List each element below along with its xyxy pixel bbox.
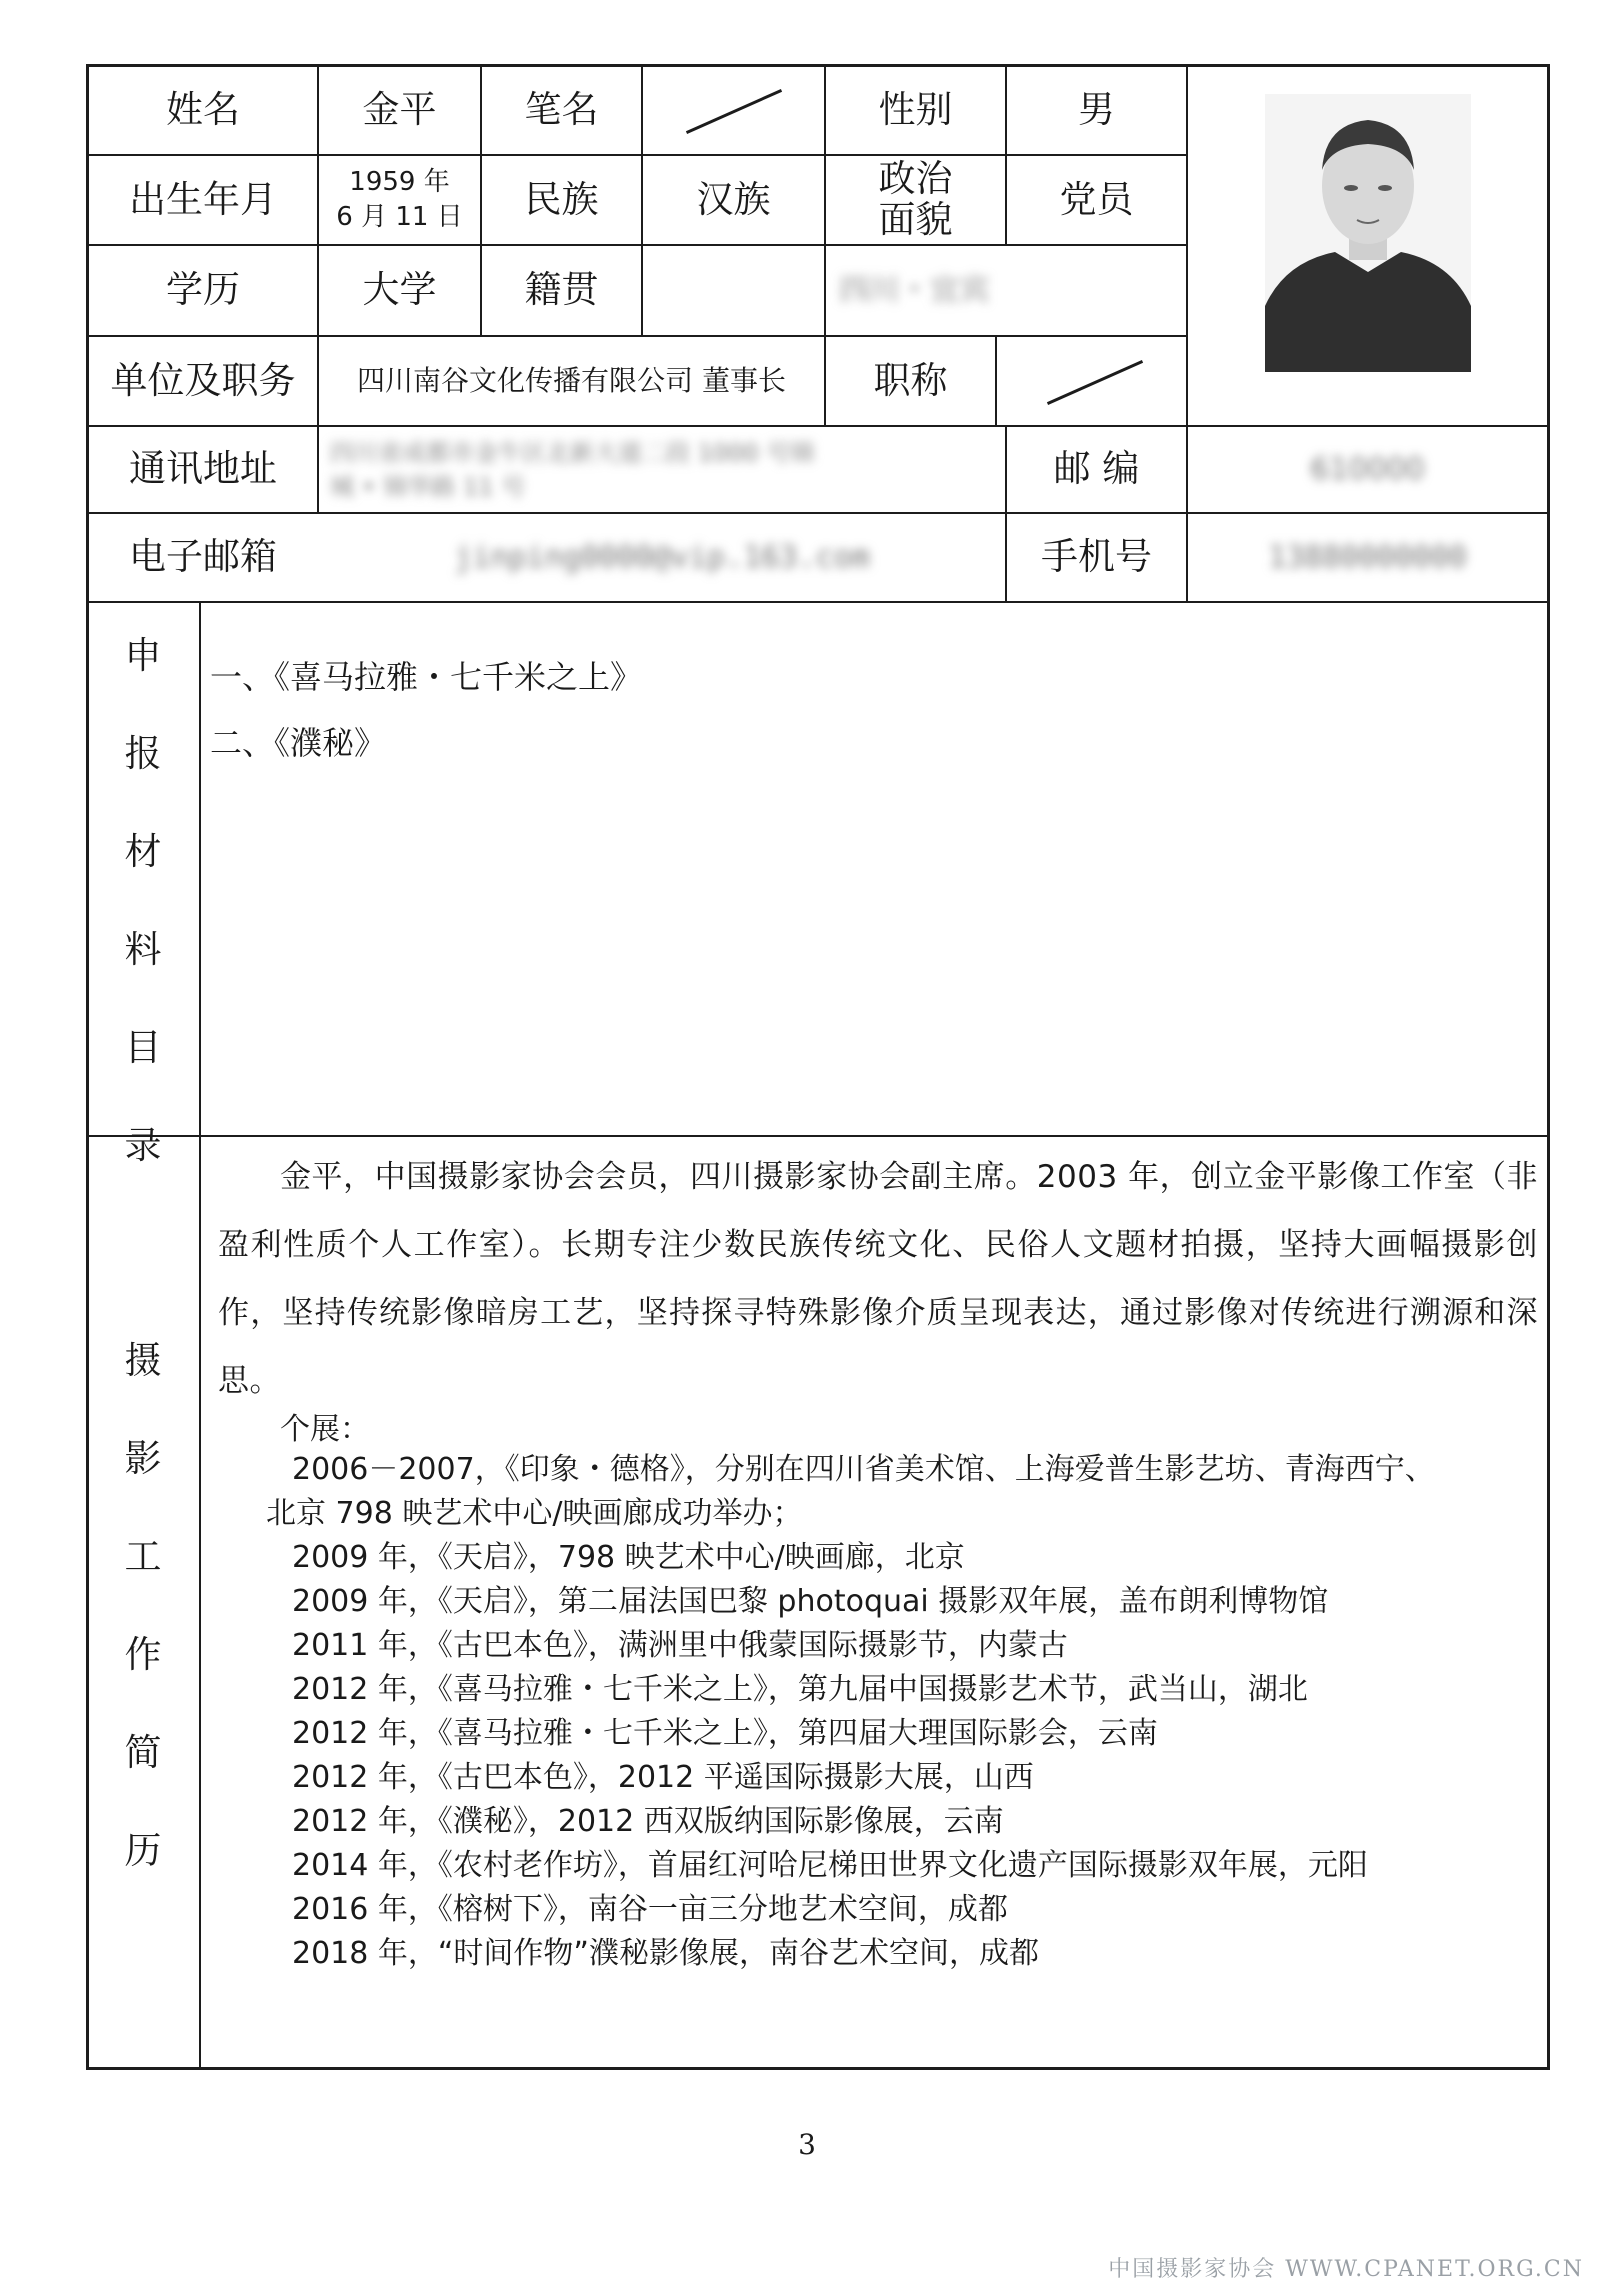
col-line-j xyxy=(199,601,201,2069)
gender-value: 男 xyxy=(1078,88,1115,132)
exhibition-item: 2012 年，《喜马拉雅・七千米之上》，第四届大理国际影会，云南 xyxy=(292,1716,1158,1751)
organization-value: 四川南谷文化传播有限公司 董事长 xyxy=(357,364,786,398)
exhibition-item-continued: 北京 798 映艺术中心/映画廊成功举办； xyxy=(266,1496,803,1531)
birth-value xyxy=(319,156,480,244)
watermark-text: 中国摄影家协会 WWW.CPANET.ORG.CN xyxy=(1108,2257,1584,2282)
gender-label: 性别 xyxy=(878,88,953,132)
birth-label: 出生年月 xyxy=(129,177,277,221)
row-line-6 xyxy=(86,601,1550,603)
exhibition-item: 2009 年，《天启》，798 映艺术中心/映画廊，北京 xyxy=(292,1540,965,1575)
email-value-blurred: jinping0000@vip.163.com xyxy=(454,539,870,575)
materials-label-char: 料 xyxy=(124,928,162,971)
pen-name-label: 笔名 xyxy=(524,88,599,132)
portrait-image xyxy=(1265,94,1471,372)
native-place-label: 籍贯 xyxy=(524,268,599,312)
address-label: 通讯地址 xyxy=(129,447,277,491)
col-line-f xyxy=(1186,64,1188,426)
address-value-blurred xyxy=(330,436,990,506)
bio-label-char: 作 xyxy=(124,1633,162,1676)
education-value: 大学 xyxy=(362,268,437,312)
border-bottom xyxy=(86,2067,1550,2070)
row-line-7 xyxy=(86,1135,1550,1137)
materials-label-char: 目 xyxy=(124,1026,162,1069)
title-empty-slash xyxy=(1047,360,1143,405)
exhibitions-list xyxy=(266,1448,1552,1976)
birth-year: 1959 年 xyxy=(349,166,450,197)
political-label xyxy=(826,156,1005,244)
name-label: 姓名 xyxy=(166,88,240,132)
exhibition-item: 2012 年，《古巴本色》，2012 平遥国际摄影大展，山西 xyxy=(292,1760,1034,1795)
address-line-2: 城 • 锦华路 11 号 xyxy=(330,473,526,501)
exhibition-item: 2012 年，《濮秘》，2012 西双版纳国际影像展，云南 xyxy=(292,1804,1004,1839)
email-label: 电子邮箱 xyxy=(129,535,277,579)
page-number: 3 xyxy=(798,2128,816,2161)
exhibition-item: 2016 年，《榕树下》，南谷一亩三分地艺术空间，成都 xyxy=(292,1892,1008,1927)
birth-date: 6 月 11 日 xyxy=(336,202,463,232)
materials-label-char: 申 xyxy=(124,634,162,677)
material-item: 一、《喜马拉雅・七千米之上》 xyxy=(210,658,643,696)
political-value: 党员 xyxy=(1059,177,1134,221)
bio-section-label xyxy=(88,1330,198,1874)
exhibitions-heading: 个展： xyxy=(280,1412,370,1447)
address-line-1: 四川省成都市金牛区北新大道二段 1000 号锦 xyxy=(330,439,815,467)
bio-label-char: 工 xyxy=(124,1535,162,1578)
materials-label-char: 材 xyxy=(124,830,162,873)
exhibition-item: 2014 年，《农村老作坊》，首届红河哈尼梯田世界文化遗产国际摄影双年展，元阳 xyxy=(292,1848,1368,1883)
materials-section-label xyxy=(88,625,198,1169)
exhibition-item: 2009 年，《天启》，第二届法国巴黎 photoquai 摄影双年展，盖布朗利博物馆 xyxy=(292,1584,1329,1619)
materials-label-char: 报 xyxy=(124,732,162,775)
ethnic-label: 民族 xyxy=(524,177,599,221)
postcode-value-blurred: 610000 xyxy=(1310,451,1425,487)
phone-value-blurred: 13880000000 xyxy=(1268,539,1467,575)
bio-label-char: 摄 xyxy=(124,1339,162,1382)
bio-label-char: 历 xyxy=(124,1829,162,1872)
portrait-photo xyxy=(1265,94,1471,372)
col-line-g xyxy=(995,335,997,426)
exhibition-item: 2018 年，“时间作物”濮秘影像展，南谷艺术空间，成都 xyxy=(292,1936,1039,1971)
exhibition-item: 2012 年，《喜马拉雅・七千米之上》，第九届中国摄影艺术节，武当山，湖北 xyxy=(292,1672,1308,1707)
ethnic-value: 汉族 xyxy=(696,177,771,221)
phone-label: 手机号 xyxy=(1041,535,1152,579)
bio-intro-paragraph: 金平，中国摄影家协会会员，四川摄影家协会副主席。2003 年，创立金平影像工作室（非盈利性质个人工作室）。长期专注少数民族传统文化、民俗人文题材拍摄，坚持大画幅摄影创作，坚持传统影像暗房工艺，坚持探寻特殊影像介质呈现表达，通过影像对传统进行溯源和深思。 xyxy=(218,1159,1538,1399)
exhibition-item: 2011 年，《古巴本色》，满洲里中俄蒙国际摄影节，内蒙古 xyxy=(292,1628,1068,1663)
title-label: 职称 xyxy=(873,358,948,402)
education-label: 学历 xyxy=(166,268,240,312)
organization-label: 单位及职务 xyxy=(110,358,296,402)
name-value: 金平 xyxy=(362,88,437,132)
political-label-line2: 面貌 xyxy=(878,198,953,241)
materials-label-char: 录 xyxy=(124,1124,162,1167)
pen-name-empty-slash xyxy=(686,89,782,134)
postcode-label: 邮 编 xyxy=(1053,447,1140,491)
exhibition-item: 2006－2007，《印象・德格》，分别在四川省美术馆、上海爱普生影艺坊、青海西宁、 xyxy=(292,1452,1435,1487)
native-place-value-blurred: 四川・宜宾 xyxy=(839,272,990,308)
bio-label-char: 影 xyxy=(124,1437,162,1480)
material-item: 二、《濮秘》 xyxy=(210,724,387,762)
political-label-line1: 政治 xyxy=(878,157,953,201)
bio-label-char: 简 xyxy=(124,1731,162,1774)
